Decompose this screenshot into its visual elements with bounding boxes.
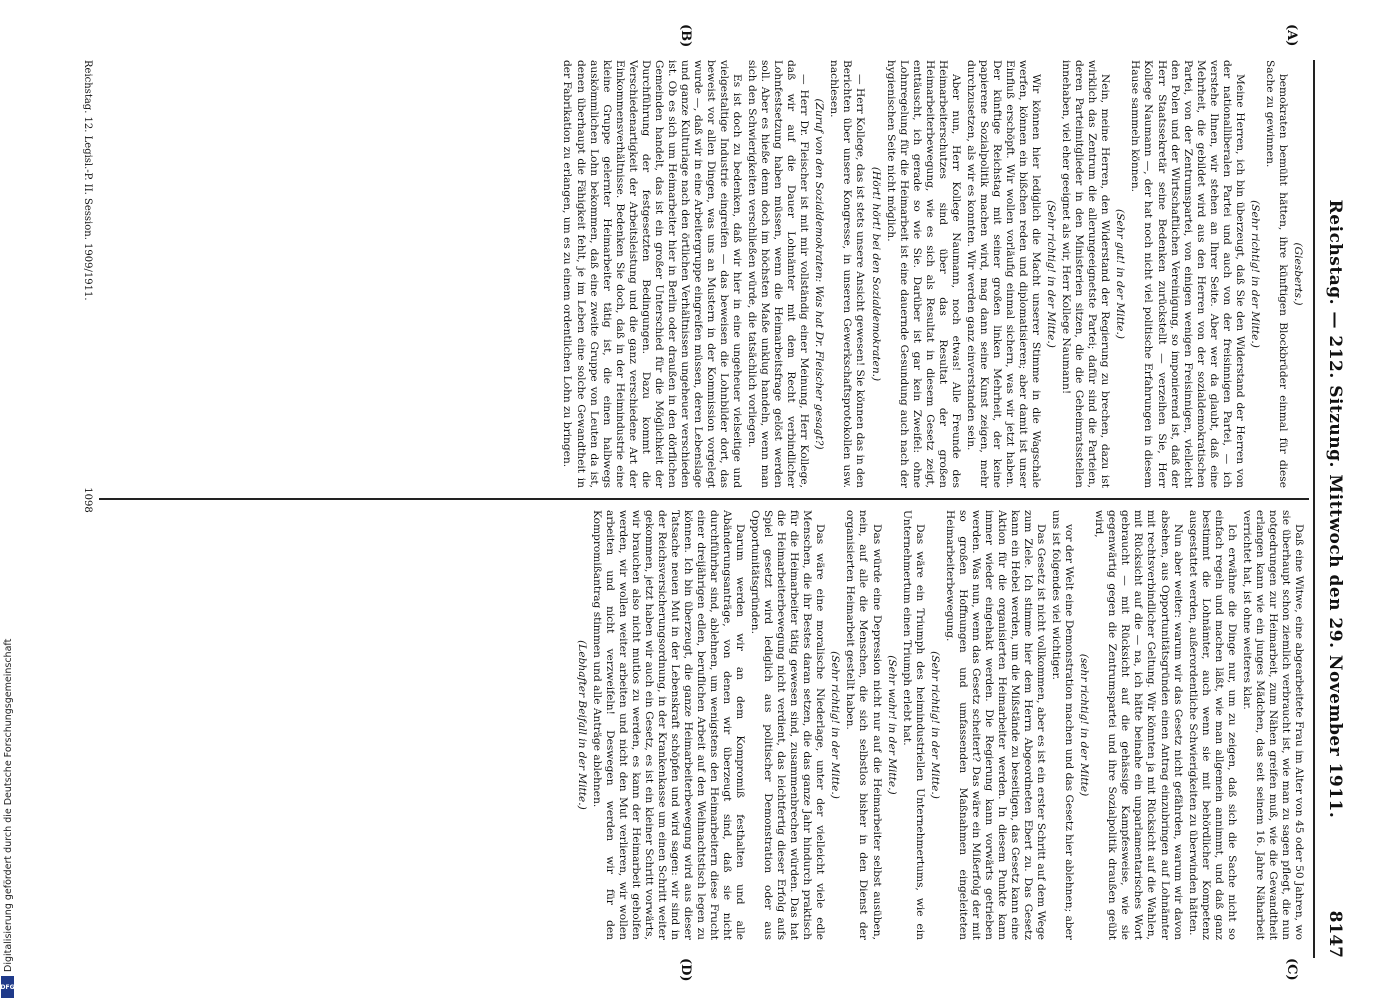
- stage-direction: (Sehr richtig! in der Mitte.): [1045, 200, 1058, 348]
- speech-paragraph: vor der Welt eine Demonstration machen und das Gesetz hier ablehnen; aber uns ist folgendes viel wichtiger.: [1050, 510, 1076, 940]
- stage-direction: (Sehr richtig! in der Mitte.): [1248, 200, 1261, 348]
- speech-paragraph: Daß eine Witwe, eine abgearbeitete Frau im Alter von 45 oder 50 Jahren, wo sie überhaupt schon ziemlich verbraucht ist, wie man zu sagen pflegt, die nun notgedrungen zur Heimarbeit, zum Nähen greifen muß, wie die Gewandtheit erlangen kann wie ein junges Mädchen, das seit seinem 16. Jahre Näharbeit verrichtet hat, ist ohne weiteres klar.: [1240, 510, 1305, 940]
- footer-folio: 1098: [82, 487, 93, 513]
- margin-marker-a: (A): [1284, 24, 1299, 47]
- stage-direction: (Zuruf von den Sozialdemokraten: Was hat Dr. Fleischer gesagt?): [813, 98, 826, 450]
- speech-paragraph: Meine Herren, ich bin überzeugt, daß Sie den Widerstand der Herren von der nationalliberalen Partei und auch von der freisinnigen Partei, — ich verstehe Ihnen, wir stehen an Ihrer Seite. Aber wer da glaubt, daß eine Mehrheit, die gebildet wird aus den Herren von der sozialdemokratischen Partei, von der Zentrumspartei, von einigen wenigen Freisinnigen, vielleicht den Polen und der Wirtschaftlichen Vereinigung, so imponierend ist, daß der Herr Staatssekretär seine Bedenken zurückstellt — verzeihen Sie, Herr Kollege Naumann —, der hat noch nicht viel politische Erfahrungen in diesem Hause sammeln können.: [1129, 60, 1246, 488]
- header-title: Reichstag. — 212. Sitzung. Mittwoch den 29. November 1911.: [1325, 199, 1345, 819]
- dfg-logo: DFG: [1, 976, 14, 998]
- speech-paragraph: bemokraten bemüht hätten, ihre künftigen Blockbrüder einmal für diese Sache zu gewinnen.: [1263, 60, 1289, 488]
- speech-paragraph: Das würde eine Depression nicht nur auf die Heimarbeiter selbst ausüben, nein, auf alle die Menschen, die sich selbstlos bisher in den Dienst der organisierten Heimarbeit gestellt haben.: [844, 510, 883, 940]
- margin-marker-b: (B): [678, 24, 693, 48]
- footer-session-info: Reichstag. 12. Legisl.-P. II. Session. 1909/1911.: [82, 60, 93, 301]
- speech-paragraph: Aber nun, Herr Kollege Naumann, noch etwas! Alle Freunde des Heimarbeiterschutzes sind über das Resultat der großen Heimarbeiterbewegung, wie es sich als Resultat in diesem Gesetz zeigt, enttäuscht, ich gerade so wie Sie. Darüber ist gar kein Zweifel: ohne Lohnregelung für die Heimarbeit ist eine dauernde Gesundung auch nach der hygienischen Seite nicht möglich.: [884, 60, 962, 488]
- speech-paragraph: — Herr Dr. Fleischer ist mit mir vollständig einer Meinung, Herr Kollege, daß wir auf die Dauer Lohnämter mit dem Recht verbindlicher Lohnfestsetzung haben müssen, wenn die Heimarbeitsfrage gelöst werden soll. Aber es hieße denn doch im höchsten Maße unklug handeln, wenn man sich den Schwierigkeiten verschließen würde, die tatsächlich vorliegen.: [746, 60, 811, 488]
- column-divider: [99, 498, 1309, 500]
- speech-paragraph: Es ist doch zu bedenken, daß wir hier in eine ungeheuer vielseitige und vielgestaltige Industrie eingreifen — das beweisen die Lohnbilder dort, das beweist vor allen Dingen, was uns an Mustern in der Kommission vorgelegt wurde —, daß wir in eine Arbeitergruppe eingreifen müssen, deren Lebenslage und ganze Kulturlage nach den örtlichen Verhältnissen ungeheuer verschieden ist. Ob es sich um Heimarbeiter hier in Berlin oder draußen in den dörflichen Gemeinden handelt, das ist ein großer Unterschied für die Möglichkeit der Durchführung der festgesetzten Bedingungen. Dazu kommt die Verschiedenartigkeit der Arbeitsleistung und die ganz verschiedene Art der Einkommensverhältnisse. Bedenken Sie doch, daß in der Heimindustrie eine kleine Gruppe gelernter Heimarbeiter tätig ist, die einen halbwegs auskömmlichen Lohn bekommen, daß eine zweite Gruppe von Leuten da ist, denen überhaupt die Fähigkeit fehlt, je im Leben eine solche Gewandtheit in der Fabrikation zu erlangen, um es zu einem ordentlichen Lohn zu bringen.: [561, 60, 744, 488]
- header-page-number: 8147: [1325, 910, 1345, 958]
- stage-direction: (Sehr gut! in der Mitte.): [1114, 209, 1127, 339]
- speech-paragraph: Nun aber weiter: warum wir das Gesetz nicht gefährden, warum wir davon absehen, aus Opportunitätsgründen einen Antrag einzubringen auf Lohnämter mit rechtsverbindlicher Geltung. Wir könnten ja mit Rücksicht auf die Wahlen, mit Rücksicht auf die — na, ich hätte beinahe ein unparlamentarisches Wort gebraucht — mit Rücksicht auf die gehässige Kampfesweise, wie sie gegenwärtig gegen die Zentrumspartei und ihre Sozialpolitik draußen geübt wird,: [1093, 510, 1184, 940]
- left-text-column: [95, 60, 1305, 488]
- speech-paragraph: Ich erwähne die Dinge nur, um zu zeigen, daß sich die Sache nicht so einfach regeln und machen läßt, wie man allgemein annimmt, und daß ganz bestimmt die Lohnämter, auch wenn sie mit behördlicher Kompetenz ausgestattet werden, außerordentliche Schwierigkeiten zu überwinden hätten.: [1186, 510, 1238, 940]
- speech-paragraph: Das wäre ein Triumph des heimindustriellen Unternehmertums, wie ein Unternehmertum einen Triumph erlebt hat.: [900, 510, 926, 940]
- stage-direction: (Hört! hört! bei den Sozialdemokraten.): [869, 166, 882, 382]
- digitization-margin-strip: [0, 600, 16, 1000]
- page-footer: [71, 60, 93, 940]
- funding-note: Digitalisierung gefördert durch die Deutsche Forschungsgemeinschaft: [3, 638, 14, 972]
- speech-paragraph: Das Gesetz ist nicht vollkommen, aber es ist ein erster Schritt auf dem Wege zum Ziele. Ich stimme hier dem Herrn Abgeordneten Ebert zu. Das Gesetz kann ein Hebel werden, um die Mißstände zu beseitigen, das Gesetz kann eine Aktion für die organisierten Heimarbeiter werden. In diesem Punkte kann immer wieder eingehakt werden. Die Regierung kann vorwärts getrieben werden. Was nun, wenn das Gesetz scheitert? Das wäre ein Mißerfolg der mit so großen Hoffnungen und umfassenden Maßnahmen eingeleiteten Heimarbeiterbewegung.: [943, 510, 1048, 940]
- stage-direction: (Sehr wahr! in der Mitte.): [885, 655, 898, 795]
- speech-paragraph: Das wäre eine moralische Niederlage, unter der vielleicht viele edle Menschen, die ihr Bestes daran setzen, die das ganze Jahr hindurch praktisch für die Heimarbeiter tätig gewesen sind, zusammenbrechen würden. Das hat die Heimarbeiterbewegung nicht verdient, das leichtfertig dieser Erfolg aufs Spiel gesetzt wird lediglich aus politischer Demonstration oder aus Opportunitätsgründen.: [749, 510, 827, 940]
- margin-marker-c: (C): [1284, 958, 1299, 981]
- stage-direction: (Lebhafter Beifall in der Mitte.): [575, 640, 588, 810]
- speech-paragraph: Darum werden wir an dem Kompromiß festhalten und alle Abänderungsanträge, von denen wir überzeugt sind, daß sie nicht durchführbar sind, ablehnen, um wenigstens den Heimarbeitern diese Frucht einer dreijährigen edlen, beruflichen Arbeit auf den Weihnachtstisch legen zu können. Ich bin überzeugt, die ganze Heimarbeiterbewegung wird aus dieser Tatsache neuen Mut in der Lebenskraft schöpfen und wird sagen: wir sind in der Reichsversicherungsordnung, in der Krankenkasse um einen Schritt weiter gekommen, jetzt haben wir auch ein Gesetz, es ist ein kleiner Schritt vorwärts, wir brauchen also nicht mutlos zu werden, es kann der Heimarbeit geholfen werden, wir wollen weiter arbeiten und nicht den Mut verlieren, wir wollen arbeiten und nicht verzweifeln! Deswegen werden wir für den Kompromißantrag stimmen und alle Anträge ablehnen.: [590, 510, 747, 940]
- margin-marker-d: (D): [678, 958, 693, 982]
- right-text-column: [95, 510, 1305, 940]
- stage-direction: (sehr richtig! in der Mitte): [1078, 653, 1091, 797]
- speech-paragraph: Wir können hier lediglich die Macht unserer Stimme in die Wagschale werfen, können ein bißchen reden und diplomatisieren; aber damit ist unser Einfluß erschöpft. Wir wollen vorläufig einmal sichern, was wir jetzt haben. Der künftige Reichstag mit seiner großen linken Mehrheit, der keine papierene Sozialpolitik machen wird, mag dann seine Kunst zeigen, mehr durchzusetzen, als wir es konnten. Wir werden ganz einverstanden sein.: [964, 60, 1043, 488]
- speech-paragraph: — Herr Kollege, das ist stets unsere Ansicht gewesen! Sie können das in den Berichten über unsere Kongresse, in unseren Gewerkschaftsprotokollen usw. nachlesen.: [828, 60, 867, 488]
- stage-direction: (Giesberts.): [1292, 242, 1304, 306]
- speech-paragraph: Nein, meine Herren, den Widerstand der Regierung zu brechen, dazu ist wirklich das Zentrum die allerungeeignetste Partei; dafür sind die Parteien, deren Parteimitglieder in den Ministerien sitzen, die die Geheimratsstellen innehaben, viel eher geeignet als wir, Herr Kollege Naumann!: [1060, 60, 1112, 488]
- stage-direction: (Sehr richtig! in der Mitte.): [829, 651, 842, 799]
- page-header: [1313, 60, 1349, 958]
- stage-direction: (Sehr richtig! in der Mitte.): [928, 651, 941, 799]
